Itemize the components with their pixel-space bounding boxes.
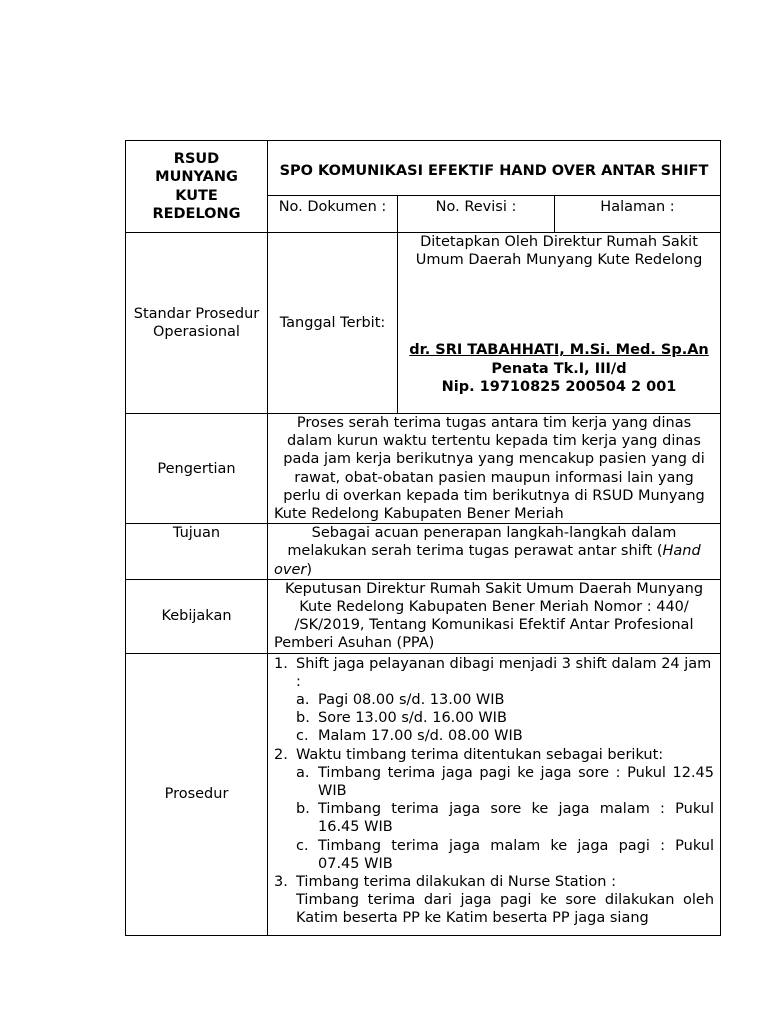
prosedur-item-2 [274, 746, 714, 764]
kebijakan-text: Keputusan Direktur Rumah Sakit Umum Daerah Munyang Kute Redelong Kabupaten Bener Meriah Nomor : 440/ /SK/2019, Tentang Komunikasi Efektif Antar Profesional Pemberi Asuhan (PPA) [268, 579, 721, 653]
item-continuation: Timbang terima dari jaga pagi ke sore dilakukan oleh Katim beserta PP ke Katim beserta PP jaga siang [296, 892, 715, 927]
subitem-text: Timbang terima jaga pagi ke jaga sore : Pukul 12.45 WIB [318, 764, 715, 800]
tujuan-label: Tujuan [126, 524, 268, 580]
item-text: Shift jaga pelayanan dibagi menjadi 3 shift dalam 24 jam : [296, 655, 712, 690]
subitem-text: Timbang terima jaga sore ke jaga malam : Pukul 16.45 WIB [318, 801, 715, 836]
kebijakan-label: Kebijakan [126, 579, 268, 653]
established-by: Ditetapkan Oleh Direktur Rumah Sakit Umum Daerah Munyang Kute Redelong [415, 234, 703, 269]
indent-spacer [274, 891, 296, 935]
subitem-letter: a. [296, 692, 310, 709]
tujuan-text [268, 524, 721, 580]
prosedur-label: Prosedur [126, 653, 268, 936]
subitem-letter: b. [296, 710, 310, 727]
pengertian-label: Pengertian [126, 414, 268, 524]
hospital-name: RSUD MUNYANG KUTE REDELONG [126, 141, 268, 233]
prosedur-subitem [274, 837, 714, 873]
signer-rank: Penata Tk.I, III/d [491, 360, 627, 377]
page-label: Halaman : [555, 196, 721, 233]
prosedur-content [268, 653, 721, 936]
prosedur-item-3 [274, 873, 714, 891]
signer-name: dr. SRI TABAHHATI, M.Si. Med. Sp.An [409, 342, 709, 359]
subitem-text: Timbang terima jaga malam ke jaga pagi : Pukul 07.45 WIB [318, 837, 715, 872]
item-text: Waktu timbang terima ditentukan sebagai berikut: [296, 746, 664, 763]
revision-label: No. Revisi : [398, 196, 555, 233]
tujuan-body: Sebagai acuan penerapan langkah-langkah dalam melakukan serah terima tugas perawat antar shift ( [287, 525, 677, 560]
tujuan-close: ) [306, 561, 313, 578]
subitem-letter: c. [296, 837, 309, 854]
item-number: 1. [274, 655, 288, 672]
item-number: 2. [274, 746, 288, 763]
subitem-text: Pagi 08.00 s/d. 13.00 WIB [318, 692, 505, 709]
prosedur-subitem [274, 727, 714, 745]
document-title: SPO KOMUNIKASI EFEKTIF HAND OVER ANTAR SHIFT [268, 141, 721, 196]
prosedur-subitem [274, 691, 714, 709]
item-text: Timbang terima dilakukan di Nurse Station : [296, 874, 616, 891]
doc-number-label: No. Dokumen : [268, 196, 398, 233]
subitem-letter: c. [296, 728, 309, 745]
prosedur-subitem [274, 800, 714, 836]
issue-date-label: Tanggal Terbit: [268, 233, 398, 414]
signer-nip: Nip. 19710825 200504 2 001 [441, 378, 677, 395]
subitem-letter: a. [296, 764, 310, 781]
prosedur-subitem [274, 709, 714, 727]
spo-table [125, 140, 721, 936]
prosedur-item-1 [274, 655, 714, 691]
prosedur-item-3-continuation [274, 891, 714, 935]
item-number: 3. [274, 874, 288, 891]
establishment-block [398, 233, 721, 414]
prosedur-subitem [274, 764, 714, 800]
tujuan-italic: Hand over [274, 543, 701, 578]
spo-label: Standar Prosedur Operasional [126, 233, 268, 414]
pengertian-text: Proses serah terima tugas antara tim kerja yang dinas dalam kurun waktu tertentu kepada tim kerja yang dinas pada jam kerja berikutnya yang mencakup pasien yang di rawat, obat-obatan pasien maupun informasi lain yang perlu di overkan kepada tim berikutnya di RSUD Munyang Kute Redelong Kabupaten Bener Meriah [268, 414, 721, 524]
subitem-text: Sore 13.00 s/d. 16.00 WIB [318, 710, 507, 727]
subitem-letter: b. [296, 801, 310, 818]
subitem-text: Malam 17.00 s/d. 08.00 WIB [318, 728, 523, 745]
